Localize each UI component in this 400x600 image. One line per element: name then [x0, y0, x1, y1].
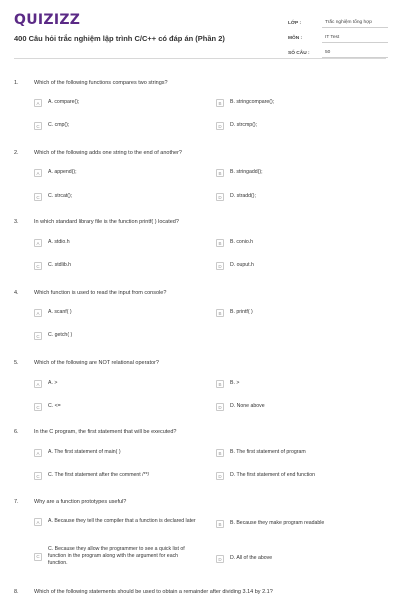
question-text: Which function is used to read the input from console? — [34, 290, 167, 296]
option-text: C. getch( ) — [48, 332, 73, 339]
question-text: Which of the following are NOT relational operator? — [34, 360, 159, 366]
question-number: 3. — [14, 219, 19, 225]
option-text: A. The first statement of main( ) — [48, 449, 121, 456]
option-letter-box: A — [34, 169, 42, 177]
option-a[interactable] — [34, 518, 198, 526]
option-letter-box: A — [34, 380, 42, 388]
option-a[interactable] — [34, 99, 198, 107]
option-d[interactable] — [216, 193, 380, 201]
info-value: 50 — [322, 50, 388, 58]
option-text: B. > — [230, 380, 240, 387]
option-letter-box: D — [216, 472, 224, 480]
option-text: D. stradd(); — [230, 193, 256, 200]
option-c[interactable] — [34, 403, 198, 411]
option-letter-box: B — [216, 169, 224, 177]
question-text: Which of the following statements should be used to obtain a remainder after dividing 3.14 by 2.1? — [34, 589, 273, 595]
option-letter-box: C — [34, 332, 42, 340]
info-label: MÔN : — [288, 36, 303, 41]
info-row-class — [288, 13, 388, 28]
option-letter-box: C — [34, 193, 42, 201]
question-number: 5. — [14, 360, 19, 366]
option-text: A. > — [48, 380, 58, 387]
option-letter-box: A — [34, 309, 42, 317]
option-text: B. stringcompare(); — [230, 99, 275, 106]
header-divider — [14, 58, 386, 59]
option-d[interactable] — [216, 403, 380, 411]
info-row-subject — [288, 28, 388, 43]
option-text: B. Because they make program readable — [230, 520, 325, 527]
logo: QUIZIZZ — [14, 12, 81, 28]
option-d[interactable] — [216, 472, 380, 480]
option-text: B. printf( ) — [230, 309, 253, 316]
option-a[interactable] — [34, 309, 198, 317]
option-letter-box: C — [34, 262, 42, 270]
option-text: C. <= — [48, 403, 61, 410]
option-a[interactable] — [34, 449, 198, 457]
question-text: Which of the following functions compares two strings? — [34, 80, 168, 86]
option-letter-box: D — [216, 555, 224, 563]
question-number: 1. — [14, 80, 19, 86]
option-text: D. ouput.h — [230, 262, 254, 269]
question-number: 8. — [14, 589, 19, 595]
info-row-count — [288, 43, 388, 58]
option-text: C. cmp(); — [48, 122, 70, 129]
option-letter-box: D — [216, 193, 224, 201]
option-b[interactable] — [216, 449, 380, 457]
option-letter-box: A — [34, 99, 42, 107]
option-text: B. The first statement of program — [230, 449, 306, 456]
option-b[interactable] — [216, 169, 380, 177]
option-text: B. conio.h — [230, 239, 254, 246]
info-value: Trắc nghiệm tổng hợp — [322, 20, 388, 28]
option-text: C. stdlib.h — [48, 262, 72, 269]
option-b[interactable] — [216, 520, 380, 528]
option-letter-box: A — [34, 239, 42, 247]
option-letter-box: C — [34, 122, 42, 130]
option-letter-box: C — [34, 472, 42, 480]
option-text: D. None above — [230, 403, 265, 410]
option-c[interactable] — [34, 546, 198, 567]
option-c[interactable] — [34, 262, 198, 270]
option-text: D. All of the above — [230, 555, 273, 562]
option-text: A. compare(); — [48, 99, 80, 106]
option-d[interactable] — [216, 262, 380, 270]
option-text: C. Because they allow the programmer to see a quick list of function in the program along with the argument for each function. — [48, 546, 185, 567]
option-text: C. The first statement after the comment /**/ — [48, 472, 150, 479]
option-text: A. append(); — [48, 169, 77, 176]
option-text: A. scanf( ) — [48, 309, 72, 316]
option-letter-box: D — [216, 403, 224, 411]
option-text: A. Because they tell the compiler that a function is declared later — [48, 518, 196, 525]
option-text: D. The first statement of end function — [230, 472, 315, 479]
document-title: 400 Câu hỏi trắc nghiệm lập trình C/C++ có đáp án (Phần 2) — [14, 34, 225, 43]
option-d[interactable] — [216, 555, 380, 563]
option-letter-box: B — [216, 380, 224, 388]
option-letter-box: D — [216, 122, 224, 130]
option-text: C. strcat(); — [48, 193, 73, 200]
option-letter-box: D — [216, 262, 224, 270]
option-a[interactable] — [34, 239, 198, 247]
info-label: SỐ CÂU : — [288, 51, 310, 56]
option-a[interactable] — [34, 380, 198, 388]
option-b[interactable] — [216, 99, 380, 107]
option-letter-box: B — [216, 239, 224, 247]
option-text: A. stdio.h — [48, 239, 70, 246]
question-number: 7. — [14, 499, 19, 505]
option-text: B. stringadd(); — [230, 169, 263, 176]
option-c[interactable] — [34, 332, 198, 340]
option-c[interactable] — [34, 122, 198, 130]
info-label: LỚP : — [288, 21, 302, 26]
question-text: In which standard library file is the function printf( ) located? — [34, 219, 179, 225]
option-letter-box: C — [34, 553, 42, 561]
info-panel — [288, 13, 388, 58]
option-letter-box: B — [216, 449, 224, 457]
question-text: Why are a function prototypes useful? — [34, 499, 127, 505]
question-text: Which of the following adds one string to the end of another? — [34, 150, 182, 156]
option-letter-box: B — [216, 99, 224, 107]
option-b[interactable] — [216, 309, 380, 317]
option-c[interactable] — [34, 472, 198, 480]
question-text: In the C program, the first statement that will be executed? — [34, 429, 177, 435]
question-number: 2. — [14, 150, 19, 156]
option-a[interactable] — [34, 169, 198, 177]
option-letter-box: B — [216, 309, 224, 317]
option-c[interactable] — [34, 193, 198, 201]
question-number: 6. — [14, 429, 19, 435]
option-text: D. strcmp(); — [230, 122, 258, 129]
info-value: IT Test — [322, 35, 388, 43]
option-letter-box: C — [34, 403, 42, 411]
option-letter-box: A — [34, 449, 42, 457]
option-d[interactable] — [216, 122, 380, 130]
option-b[interactable] — [216, 380, 380, 388]
option-letter-box: B — [216, 520, 224, 528]
option-letter-box: A — [34, 518, 42, 526]
question-number: 4. — [14, 290, 19, 296]
option-b[interactable] — [216, 239, 380, 247]
